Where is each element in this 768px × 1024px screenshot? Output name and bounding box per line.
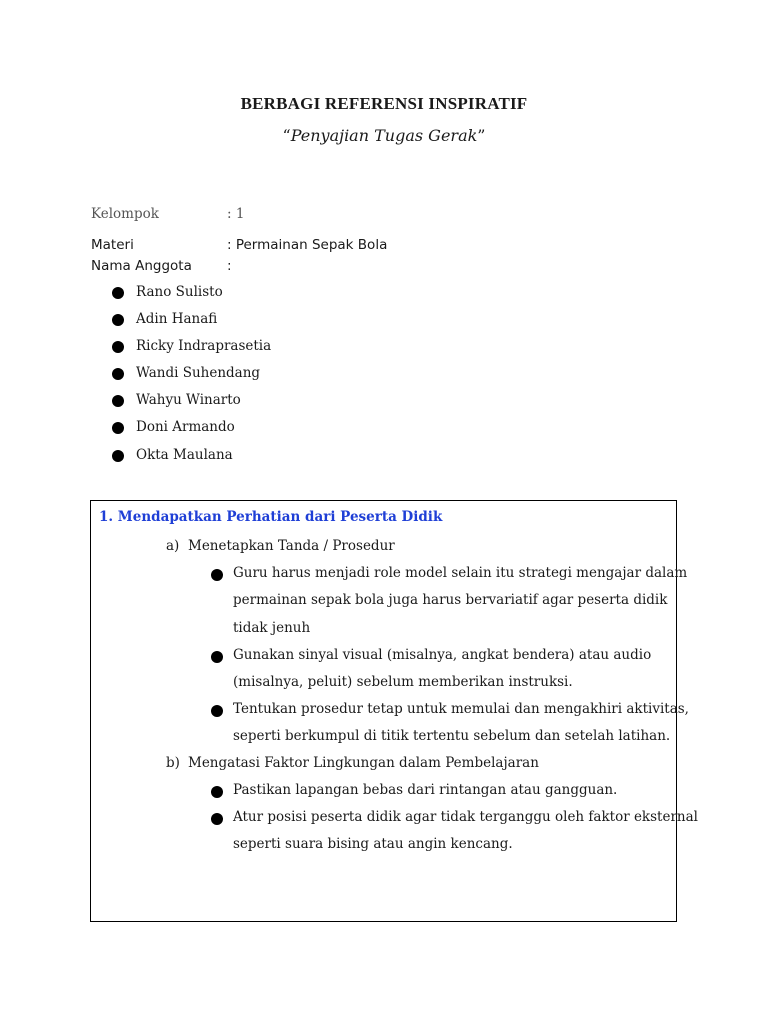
- bullet-line: Pastikan lapangan bebas dari rintangan atau gangguan.: [233, 782, 618, 798]
- member-name: Wahyu Winarto: [136, 392, 241, 409]
- bullet-icon: [112, 287, 124, 299]
- bullet-icon: [211, 786, 223, 798]
- member-name: Adin Hanafi: [136, 311, 218, 328]
- subtitle-close-quote: ”: [477, 126, 486, 145]
- bullet-icon: [211, 705, 223, 717]
- bullet-line: Atur posisi peserta didik agar tidak terganggu oleh faktor eksternal: [233, 809, 698, 825]
- bullet-line: (misalnya, peluit) sebelum memberikan instruksi.: [233, 674, 573, 690]
- document-title: BERBAGI REFERENSI INSPIRATIF: [240, 94, 528, 113]
- materi-label: Materi: [91, 237, 134, 253]
- section-box: [90, 500, 698, 922]
- member-name: Ricky Indraprasetia: [136, 338, 272, 355]
- subsection-text: Mengatasi Faktor Lingkungan dalam Pembelajaran: [188, 755, 539, 771]
- bullet-icon: [112, 341, 124, 353]
- subsection-letter: b): [166, 755, 180, 771]
- bullet-line: Gunakan sinyal visual (misalnya, angkat bendera) atau audio: [233, 647, 652, 663]
- member-name: Rano Sulisto: [136, 284, 223, 300]
- bullet-line: seperti suara bising atau angin kencang.: [233, 836, 513, 852]
- subsection-letter: a): [166, 538, 180, 554]
- bullet-line: tidak jenuh: [233, 620, 311, 636]
- bullet-icon: [112, 314, 124, 326]
- member-name: Doni Armando: [136, 419, 235, 436]
- bullet-icon: [211, 813, 223, 825]
- kelompok-label: Kelompok: [91, 206, 159, 222]
- bullet-icon: [211, 651, 223, 663]
- subtitle-text: Penyajian Tugas Gerak: [290, 126, 478, 145]
- bullet-line: Guru harus menjadi role model selain itu strategi mengajar dalam: [233, 565, 688, 581]
- member-name: Okta Maulana: [136, 446, 233, 463]
- bullet-line: seperti berkumpul di titik tertentu sebelum dan setelah latihan.: [233, 728, 671, 744]
- materi-value: : Permainan Sepak Bola: [227, 237, 388, 253]
- bullet-line: permainan sepak bola juga harus bervariatif agar peserta didik: [233, 592, 668, 608]
- bullet-icon: [112, 395, 124, 407]
- member-name: Wandi Suhendang: [136, 365, 261, 382]
- section-title: 1. Mendapatkan Perhatian dari Peserta Didik: [99, 509, 443, 525]
- subsection-text: Menetapkan Tanda / Prosedur: [188, 538, 395, 554]
- bullet-icon: [112, 368, 124, 380]
- nama-anggota-value: :: [227, 258, 232, 274]
- bullet-icon: [112, 450, 124, 462]
- document-subtitle: [0, 126, 768, 145]
- nama-anggota-label: Nama Anggota: [91, 258, 192, 274]
- bullet-icon: [211, 569, 223, 581]
- bullet-line: Tentukan prosedur tetap untuk memulai dan mengakhiri aktivitas,: [233, 701, 689, 717]
- subtitle-open-quote: “: [282, 126, 291, 145]
- bullet-icon: [112, 422, 124, 434]
- kelompok-value: : 1: [227, 206, 245, 222]
